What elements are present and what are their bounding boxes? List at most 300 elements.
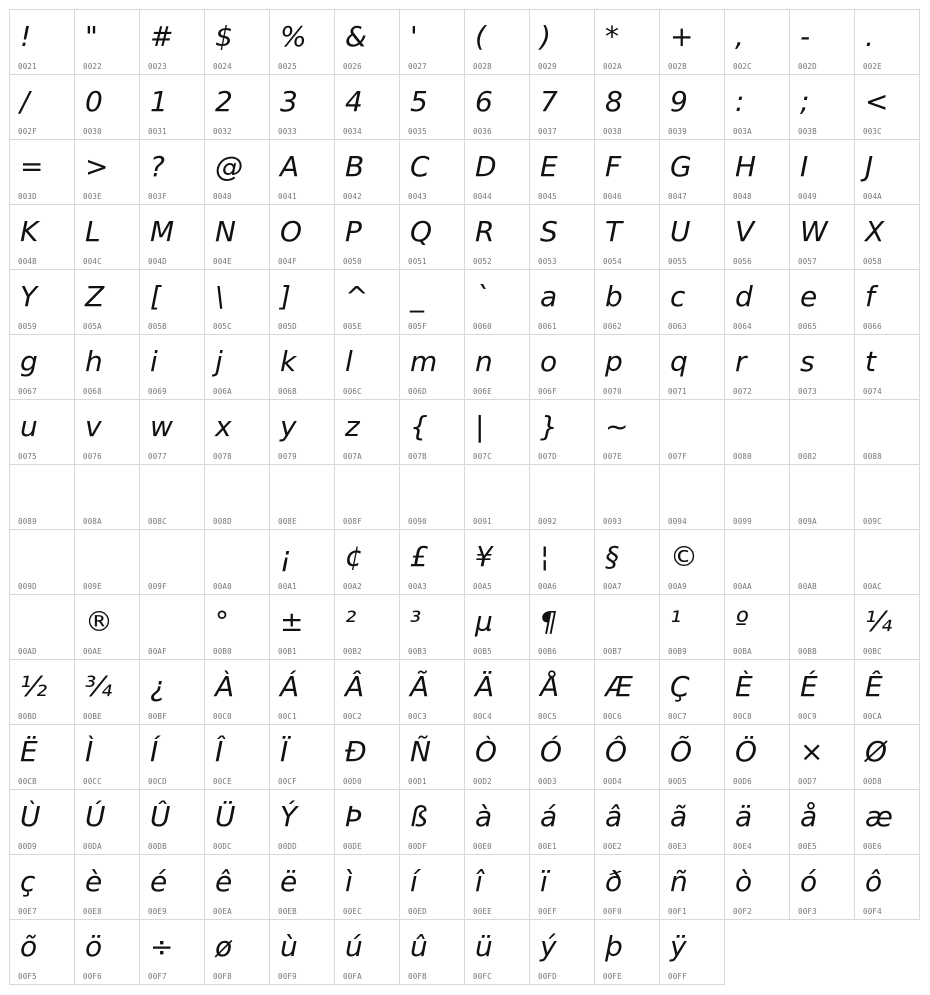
glyph-cell	[10, 920, 75, 985]
glyph-codepoint-label: 007D	[538, 452, 557, 461]
glyph-cell	[10, 400, 75, 465]
glyph-codepoint-label: 00A3	[408, 582, 427, 591]
glyph-cell	[205, 140, 270, 205]
glyph-character: @	[215, 150, 243, 183]
glyph-codepoint-label: 00C6	[603, 712, 622, 721]
glyph-cell	[335, 10, 400, 75]
glyph-codepoint-label: 00AB	[798, 582, 817, 591]
glyph-codepoint-label: 00D9	[18, 842, 37, 851]
glyph-codepoint-label: 0046	[603, 192, 622, 201]
glyph-character: F	[605, 150, 622, 183]
glyph-codepoint-label: 00AF	[148, 647, 167, 656]
glyph-codepoint-label: 00C8	[733, 712, 752, 721]
glyph-codepoint-label: 0045	[538, 192, 557, 201]
glyph-cell	[725, 75, 790, 140]
glyph-codepoint-label: 0078	[213, 452, 232, 461]
glyph-codepoint-label: 0094	[668, 517, 687, 526]
glyph-codepoint-label: 00EB	[278, 907, 297, 916]
glyph-character: f	[865, 280, 875, 313]
glyph-codepoint-label: 00C1	[278, 712, 297, 721]
glyph-codepoint-label: 0021	[18, 62, 37, 71]
glyph-codepoint-label: 00E5	[798, 842, 817, 851]
glyph-codepoint-label: 00DD	[278, 842, 297, 851]
glyph-character: ®	[85, 605, 113, 638]
glyph-character: à	[475, 800, 493, 833]
glyph-cell	[10, 790, 75, 855]
glyph-cell	[595, 855, 660, 920]
glyph-cell	[855, 465, 920, 530]
glyph-codepoint-label: 0032	[213, 127, 232, 136]
glyph-codepoint-label: 0082	[798, 452, 817, 461]
glyph-character: Ý	[280, 800, 298, 833]
glyph-character: z	[345, 410, 360, 443]
glyph-character: ú	[345, 930, 363, 963]
glyph-codepoint-label: 00E8	[83, 907, 102, 916]
glyph-cell	[660, 725, 725, 790]
glyph-cell	[790, 75, 855, 140]
glyph-cell	[270, 270, 335, 335]
glyph-cell	[205, 10, 270, 75]
glyph-codepoint-label: 005A	[83, 322, 102, 331]
glyph-codepoint-label: 003C	[863, 127, 882, 136]
glyph-codepoint-label: 00A7	[603, 582, 622, 591]
glyph-cell	[790, 660, 855, 725]
glyph-codepoint-label: 006E	[473, 387, 492, 396]
glyph-codepoint-label: 0035	[408, 127, 427, 136]
glyph-character: ¦	[540, 540, 550, 573]
glyph-character: È	[735, 670, 753, 703]
glyph-character: Å	[540, 670, 560, 703]
glyph-codepoint-label: 00B9	[668, 647, 687, 656]
glyph-cell	[335, 140, 400, 205]
glyph-character: ã	[670, 800, 688, 833]
glyph-cell	[205, 920, 270, 985]
glyph-cell	[10, 465, 75, 530]
glyph-codepoint-label: 00CF	[278, 777, 297, 786]
glyph-character: +	[670, 20, 694, 53]
glyph-codepoint-label: 0037	[538, 127, 557, 136]
glyph-codepoint-label: 0029	[538, 62, 557, 71]
glyph-cell	[595, 75, 660, 140]
glyph-cell	[465, 75, 530, 140]
glyph-codepoint-label: 00BA	[733, 647, 752, 656]
glyph-character: }	[540, 410, 558, 443]
glyph-codepoint-label: 00DA	[83, 842, 102, 851]
glyph-codepoint-label: 008D	[213, 517, 232, 526]
glyph-character: ò	[735, 865, 753, 898]
glyph-codepoint-label: 0065	[798, 322, 817, 331]
glyph-codepoint-label: 00CC	[83, 777, 102, 786]
glyph-codepoint-label: 003E	[83, 192, 102, 201]
glyph-character: t	[865, 345, 876, 378]
glyph-cell	[205, 75, 270, 140]
glyph-cell	[205, 270, 270, 335]
glyph-character: &	[345, 20, 367, 53]
glyph-cell	[10, 595, 75, 660]
glyph-codepoint-label: 0088	[863, 452, 882, 461]
glyph-character: Ú	[85, 800, 106, 833]
glyph-cell	[75, 75, 140, 140]
glyph-codepoint-label: 0066	[863, 322, 882, 331]
glyph-cell	[660, 855, 725, 920]
glyph-codepoint-label: 0090	[408, 517, 427, 526]
glyph-codepoint-label: 007F	[668, 452, 687, 461]
glyph-codepoint-label: 00ED	[408, 907, 427, 916]
glyph-codepoint-label: 00F4	[863, 907, 882, 916]
glyph-character: Ü	[215, 800, 236, 833]
glyph-character: *	[605, 20, 619, 53]
glyph-cell	[75, 400, 140, 465]
glyph-codepoint-label: 00A6	[538, 582, 557, 591]
glyph-character: ê	[215, 865, 233, 898]
glyph-character: °	[215, 605, 229, 638]
glyph-cell	[465, 10, 530, 75]
glyph-cell	[400, 400, 465, 465]
glyph-cell	[725, 335, 790, 400]
glyph-cell	[400, 530, 465, 595]
glyph-cell	[400, 205, 465, 270]
glyph-character: ¿	[150, 670, 165, 703]
glyph-codepoint-label: 00B7	[603, 647, 622, 656]
glyph-codepoint-label: 007E	[603, 452, 622, 461]
glyph-codepoint-label: 00F1	[668, 907, 687, 916]
glyph-character: ç	[20, 865, 36, 898]
glyph-character: p	[605, 345, 623, 378]
glyph-codepoint-label: 00E3	[668, 842, 687, 851]
glyph-codepoint-label: 00D4	[603, 777, 622, 786]
glyph-cell	[660, 595, 725, 660]
glyph-codepoint-label: 0023	[148, 62, 167, 71]
glyph-codepoint-label: 00A0	[213, 582, 232, 591]
glyph-codepoint-label: 00C7	[668, 712, 687, 721]
glyph-cell	[855, 725, 920, 790]
glyph-cell	[205, 790, 270, 855]
glyph-cell	[530, 10, 595, 75]
glyph-cell	[790, 140, 855, 205]
glyph-cell	[465, 920, 530, 985]
glyph-character: ©	[670, 540, 698, 573]
glyph-character: ½	[20, 670, 48, 703]
glyph-codepoint-label: 00D0	[343, 777, 362, 786]
glyph-codepoint-label: 0071	[668, 387, 687, 396]
glyph-character: C	[410, 150, 430, 183]
glyph-cell	[725, 270, 790, 335]
glyph-character: k	[280, 345, 297, 378]
glyph-cell	[465, 855, 530, 920]
glyph-cell	[75, 790, 140, 855]
glyph-character: P	[345, 215, 362, 248]
glyph-character: ì	[345, 865, 353, 898]
glyph-codepoint-label: 009A	[798, 517, 817, 526]
glyph-codepoint-label: 005B	[148, 322, 167, 331]
glyph-codepoint-label: 00D7	[798, 777, 817, 786]
glyph-codepoint-label: 0036	[473, 127, 492, 136]
glyph-codepoint-label: 00BB	[798, 647, 817, 656]
glyph-cell	[270, 10, 335, 75]
glyph-cell	[465, 335, 530, 400]
glyph-codepoint-label: 0091	[473, 517, 492, 526]
glyph-codepoint-label: 0038	[603, 127, 622, 136]
glyph-character: .	[865, 20, 874, 53]
glyph-character: A	[280, 150, 300, 183]
glyph-codepoint-label: 00F7	[148, 972, 167, 981]
glyph-codepoint-label: 00D3	[538, 777, 557, 786]
glyph-character: |	[475, 410, 485, 443]
glyph-codepoint-label: 00F0	[603, 907, 622, 916]
glyph-codepoint-label: 0056	[733, 257, 752, 266]
glyph-character: h	[85, 345, 103, 378]
glyph-character: d	[735, 280, 753, 313]
glyph-character: !	[20, 20, 32, 53]
glyph-cell	[335, 205, 400, 270]
glyph-codepoint-label: 00DF	[408, 842, 427, 851]
glyph-codepoint-label: 004F	[278, 257, 297, 266]
glyph-character: [	[150, 280, 161, 313]
glyph-codepoint-label: 002D	[798, 62, 817, 71]
glyph-cell	[660, 465, 725, 530]
glyph-cell	[855, 270, 920, 335]
glyph-cell	[335, 270, 400, 335]
glyph-character: É	[800, 670, 818, 703]
glyph-codepoint-label: 0041	[278, 192, 297, 201]
glyph-codepoint-label: 004C	[83, 257, 102, 266]
glyph-cell	[140, 10, 205, 75]
glyph-character: v	[85, 410, 102, 443]
glyph-cell	[465, 595, 530, 660]
glyph-codepoint-label: 00C3	[408, 712, 427, 721]
glyph-character: ô	[865, 865, 883, 898]
glyph-codepoint-label: 00B3	[408, 647, 427, 656]
glyph-character: Þ	[345, 800, 363, 833]
glyph-cell	[140, 205, 205, 270]
glyph-character: á	[540, 800, 558, 833]
glyph-character: (	[475, 20, 486, 53]
glyph-cell	[855, 790, 920, 855]
glyph-codepoint-label: 00EE	[473, 907, 492, 916]
glyph-codepoint-label: 00C2	[343, 712, 362, 721]
glyph-codepoint-label: 00D6	[733, 777, 752, 786]
glyph-codepoint-label: 0070	[603, 387, 622, 396]
glyph-cell	[10, 855, 75, 920]
glyph-codepoint-label: 004B	[18, 257, 37, 266]
glyph-codepoint-label: 0068	[83, 387, 102, 396]
glyph-character: ó	[800, 865, 818, 898]
glyph-cell	[595, 790, 660, 855]
glyph-character: y	[280, 410, 297, 443]
glyph-cell	[530, 205, 595, 270]
glyph-codepoint-label: 003F	[148, 192, 167, 201]
glyph-cell	[270, 855, 335, 920]
glyph-codepoint-label: 0061	[538, 322, 557, 331]
glyph-codepoint-label: 00AC	[863, 582, 882, 591]
glyph-codepoint-label: 009C	[863, 517, 882, 526]
glyph-cell	[335, 660, 400, 725]
glyph-codepoint-label: 002C	[733, 62, 752, 71]
glyph-cell	[270, 530, 335, 595]
glyph-character: s	[800, 345, 815, 378]
glyph-cell	[530, 270, 595, 335]
glyph-cell	[75, 920, 140, 985]
glyph-codepoint-label: 006F	[538, 387, 557, 396]
glyph-codepoint-label: 0057	[798, 257, 817, 266]
glyph-codepoint-label: 008C	[148, 517, 167, 526]
glyph-character: Z	[85, 280, 105, 313]
glyph-codepoint-label: 00AE	[83, 647, 102, 656]
glyph-codepoint-label: 0039	[668, 127, 687, 136]
glyph-codepoint-label: 00C5	[538, 712, 557, 721]
glyph-codepoint-label: 00EF	[538, 907, 557, 916]
glyph-codepoint-label: 005E	[343, 322, 362, 331]
glyph-cell	[270, 790, 335, 855]
glyph-cell	[140, 400, 205, 465]
glyph-cell	[725, 205, 790, 270]
glyph-character: N	[215, 215, 236, 248]
glyph-codepoint-label: 00AD	[18, 647, 37, 656]
glyph-character: è	[85, 865, 103, 898]
glyph-cell	[140, 75, 205, 140]
glyph-codepoint-label: 005D	[278, 322, 297, 331]
glyph-cell	[140, 270, 205, 335]
glyph-character: ?	[150, 150, 165, 183]
glyph-cell	[790, 530, 855, 595]
glyph-cell	[725, 790, 790, 855]
glyph-character: 7	[540, 85, 558, 118]
glyph-cell	[140, 920, 205, 985]
glyph-cell	[140, 530, 205, 595]
glyph-character: S	[540, 215, 558, 248]
glyph-character: "	[85, 20, 98, 53]
glyph-character: é	[150, 865, 168, 898]
glyph-character: X	[865, 215, 885, 248]
glyph-cell	[10, 530, 75, 595]
glyph-character: ;	[800, 85, 810, 118]
glyph-cell	[725, 725, 790, 790]
glyph-character: j	[215, 345, 223, 378]
glyph-cell	[790, 400, 855, 465]
glyph-character: G	[670, 150, 692, 183]
glyph-cell	[725, 530, 790, 595]
glyph-character: B	[345, 150, 365, 183]
glyph-codepoint-label: 0048	[733, 192, 752, 201]
glyph-cell	[400, 725, 465, 790]
glyph-cell	[595, 660, 660, 725]
glyph-cell	[660, 140, 725, 205]
glyph-character: 9	[670, 85, 688, 118]
glyph-cell	[660, 10, 725, 75]
glyph-codepoint-label: 0072	[733, 387, 752, 396]
glyph-codepoint-label: 004E	[213, 257, 232, 266]
glyph-cell	[530, 660, 595, 725]
glyph-codepoint-label: 00E2	[603, 842, 622, 851]
glyph-codepoint-label: 0025	[278, 62, 297, 71]
glyph-cell	[10, 660, 75, 725]
glyph-codepoint-label: 0060	[473, 322, 492, 331]
glyph-cell	[530, 400, 595, 465]
glyph-codepoint-label: 00FD	[538, 972, 557, 981]
glyph-cell	[10, 335, 75, 400]
glyph-codepoint-label: 008F	[343, 517, 362, 526]
glyph-codepoint-label: 0059	[18, 322, 37, 331]
glyph-codepoint-label: 0076	[83, 452, 102, 461]
glyph-character: c	[670, 280, 686, 313]
glyph-character: K	[20, 215, 39, 248]
glyph-cell	[595, 335, 660, 400]
glyph-character: `	[475, 280, 489, 313]
glyph-codepoint-label: 0067	[18, 387, 37, 396]
glyph-cell	[725, 140, 790, 205]
glyph-cell	[270, 75, 335, 140]
glyph-cell	[530, 530, 595, 595]
glyph-codepoint-label: 00CE	[213, 777, 232, 786]
glyph-codepoint-label: 0047	[668, 192, 687, 201]
glyph-character: ï	[540, 865, 548, 898]
glyph-cell	[530, 335, 595, 400]
glyph-codepoint-label: 0080	[733, 452, 752, 461]
glyph-character: Û	[150, 800, 171, 833]
glyph-cell	[660, 660, 725, 725]
glyph-character: æ	[865, 800, 893, 833]
glyph-codepoint-label: 007C	[473, 452, 492, 461]
glyph-cell	[400, 660, 465, 725]
glyph-codepoint-label: 00F9	[278, 972, 297, 981]
glyph-cell	[855, 10, 920, 75]
glyph-cell	[270, 920, 335, 985]
glyph-codepoint-label: 0092	[538, 517, 557, 526]
glyph-cell	[205, 595, 270, 660]
glyph-codepoint-label: 00BC	[863, 647, 882, 656]
glyph-character: x	[215, 410, 232, 443]
glyph-character: §	[605, 540, 619, 573]
glyph-character: ý	[540, 930, 557, 963]
glyph-character: J	[865, 150, 874, 183]
glyph-cell	[140, 660, 205, 725]
glyph-cell	[270, 725, 335, 790]
glyph-cell	[530, 75, 595, 140]
glyph-character: Ë	[20, 735, 38, 768]
glyph-codepoint-label: 00B0	[213, 647, 232, 656]
glyph-cell	[465, 140, 530, 205]
glyph-codepoint-label: 0030	[83, 127, 102, 136]
glyph-character: i	[150, 345, 158, 378]
glyph-cell	[595, 595, 660, 660]
glyph-character: $	[215, 20, 233, 53]
glyph-cell	[400, 10, 465, 75]
glyph-codepoint-label: 00B1	[278, 647, 297, 656]
glyph-character: b	[605, 280, 623, 313]
glyph-cell	[595, 530, 660, 595]
glyph-codepoint-label: 00B6	[538, 647, 557, 656]
glyph-character: 2	[215, 85, 233, 118]
glyph-cell	[660, 205, 725, 270]
glyph-codepoint-label: 007A	[343, 452, 362, 461]
glyph-character: ¥	[475, 540, 493, 573]
glyph-character: å	[800, 800, 818, 833]
glyph-cell	[10, 725, 75, 790]
glyph-codepoint-label: 0031	[148, 127, 167, 136]
glyph-character: Ó	[540, 735, 563, 768]
glyph-character: o	[540, 345, 558, 378]
glyph-cell	[465, 660, 530, 725]
glyph-character: ,	[735, 20, 744, 53]
glyph-cell	[790, 335, 855, 400]
glyph-codepoint-label: 00EA	[213, 907, 232, 916]
glyph-cell	[790, 595, 855, 660]
glyph-cell	[335, 790, 400, 855]
glyph-character: %	[280, 20, 307, 53]
glyph-codepoint-label: 0069	[148, 387, 167, 396]
glyph-cell	[790, 855, 855, 920]
glyph-character: ¼	[865, 605, 893, 638]
